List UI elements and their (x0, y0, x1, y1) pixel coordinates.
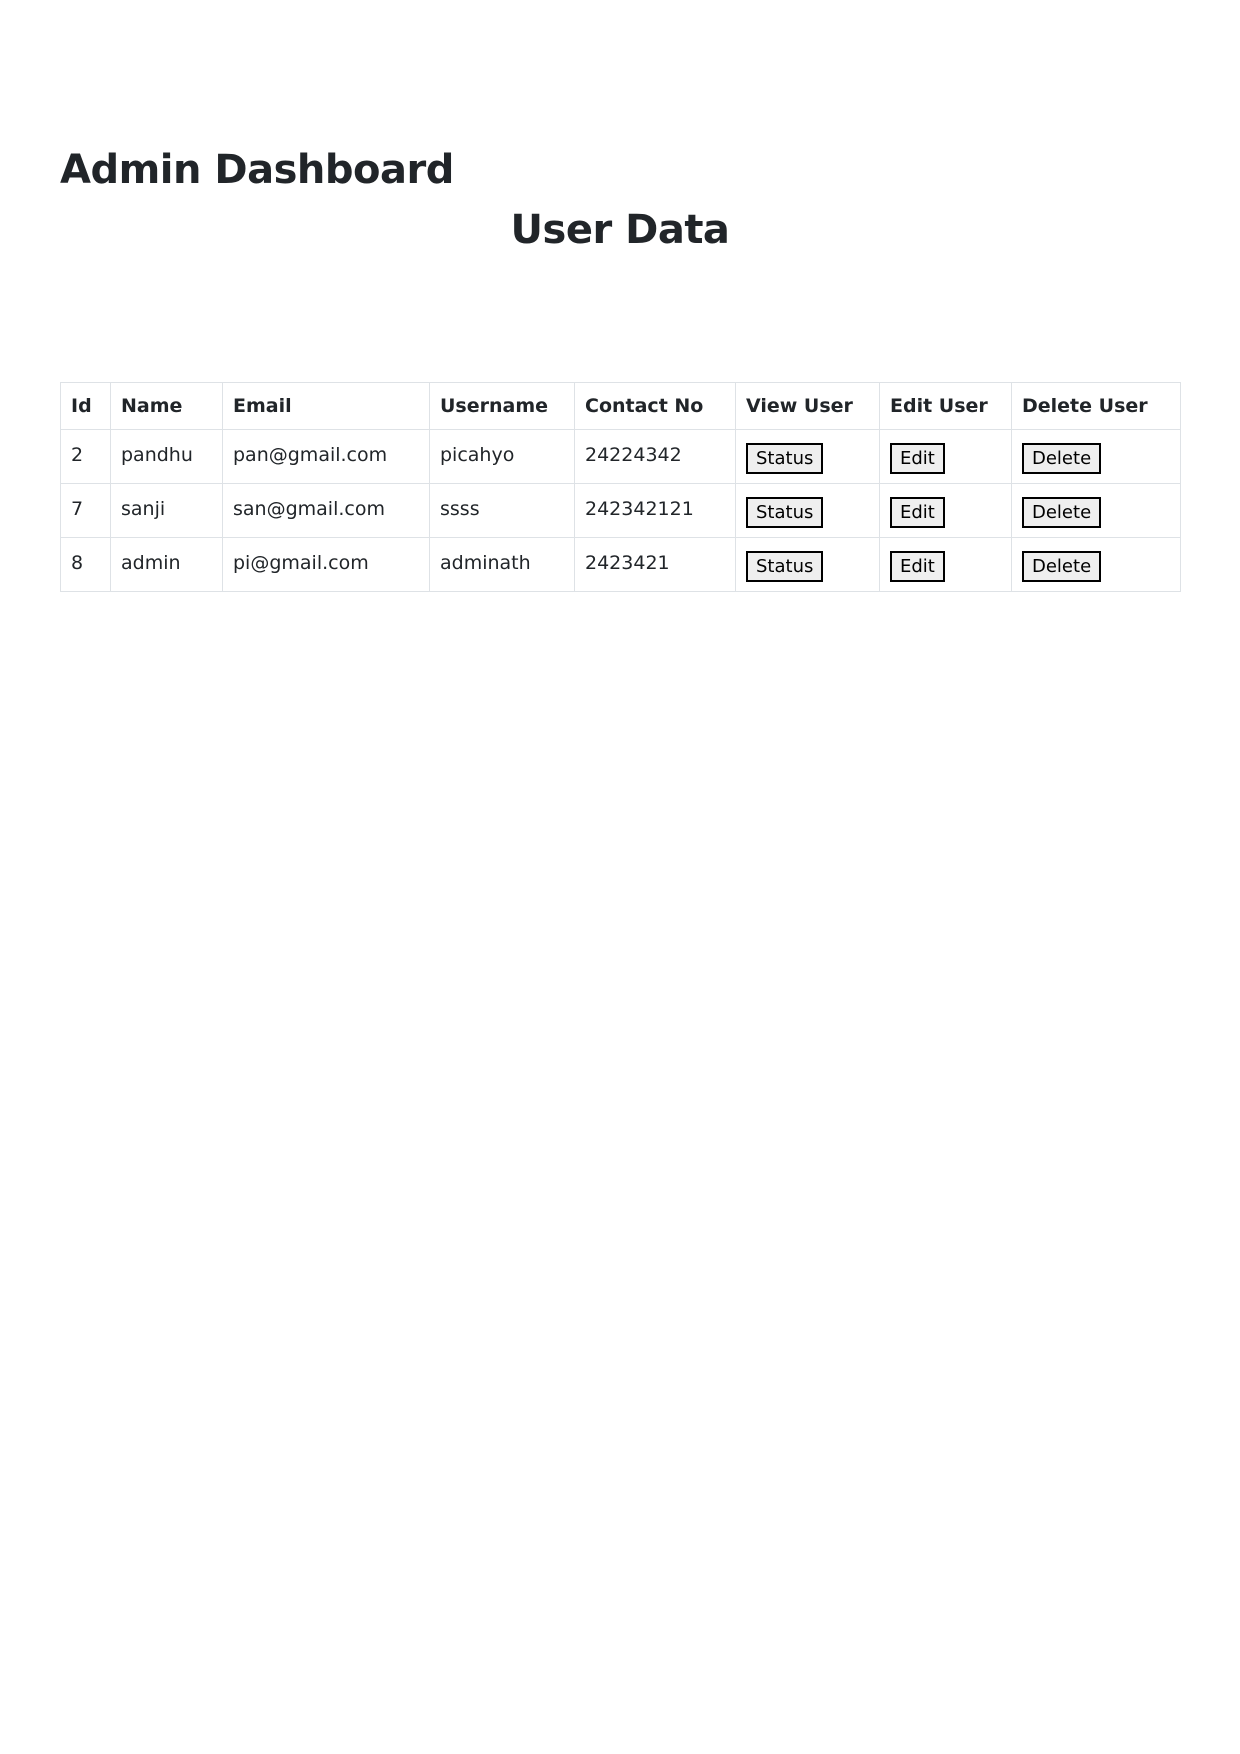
cell-name: pandhu (111, 430, 223, 484)
column-header-view-user: View User (736, 383, 880, 430)
table-row (61, 430, 1181, 484)
column-header-contact: Contact No (575, 383, 736, 430)
status-button[interactable]: Status (746, 443, 823, 474)
cell-view-user (736, 484, 880, 538)
cell-edit-user (880, 430, 1012, 484)
column-header-username: Username (430, 383, 575, 430)
user-data-table (60, 382, 1181, 592)
column-header-email: Email (223, 383, 430, 430)
cell-delete-user (1012, 484, 1181, 538)
cell-email: san@gmail.com (223, 484, 430, 538)
column-header-edit-user: Edit User (880, 383, 1012, 430)
column-header-id: Id (61, 383, 111, 430)
status-button[interactable]: Status (746, 551, 823, 582)
delete-button[interactable]: Delete (1022, 497, 1101, 528)
cell-view-user (736, 430, 880, 484)
cell-delete-user (1012, 430, 1181, 484)
delete-button[interactable]: Delete (1022, 551, 1101, 582)
table-row (61, 538, 1181, 592)
cell-username: picahyo (430, 430, 575, 484)
cell-username: ssss (430, 484, 575, 538)
cell-email: pan@gmail.com (223, 430, 430, 484)
edit-button[interactable]: Edit (890, 551, 945, 582)
cell-contact: 24224342 (575, 430, 736, 484)
cell-view-user (736, 538, 880, 592)
table-row (61, 484, 1181, 538)
delete-button[interactable]: Delete (1022, 443, 1101, 474)
edit-button[interactable]: Edit (890, 497, 945, 528)
cell-id: 2 (61, 430, 111, 484)
cell-contact: 242342121 (575, 484, 736, 538)
page-title: Admin Dashboard (60, 147, 454, 193)
cell-email: pi@gmail.com (223, 538, 430, 592)
section-title: User Data (510, 207, 730, 253)
column-header-delete-user: Delete User (1012, 383, 1181, 430)
cell-name: sanji (111, 484, 223, 538)
table-header-row (61, 383, 1181, 430)
column-header-name: Name (111, 383, 223, 430)
cell-contact: 2423421 (575, 538, 736, 592)
cell-delete-user (1012, 538, 1181, 592)
cell-username: adminath (430, 538, 575, 592)
edit-button[interactable]: Edit (890, 443, 945, 474)
cell-edit-user (880, 538, 1012, 592)
cell-name: admin (111, 538, 223, 592)
cell-id: 8 (61, 538, 111, 592)
cell-edit-user (880, 484, 1012, 538)
cell-id: 7 (61, 484, 111, 538)
status-button[interactable]: Status (746, 497, 823, 528)
